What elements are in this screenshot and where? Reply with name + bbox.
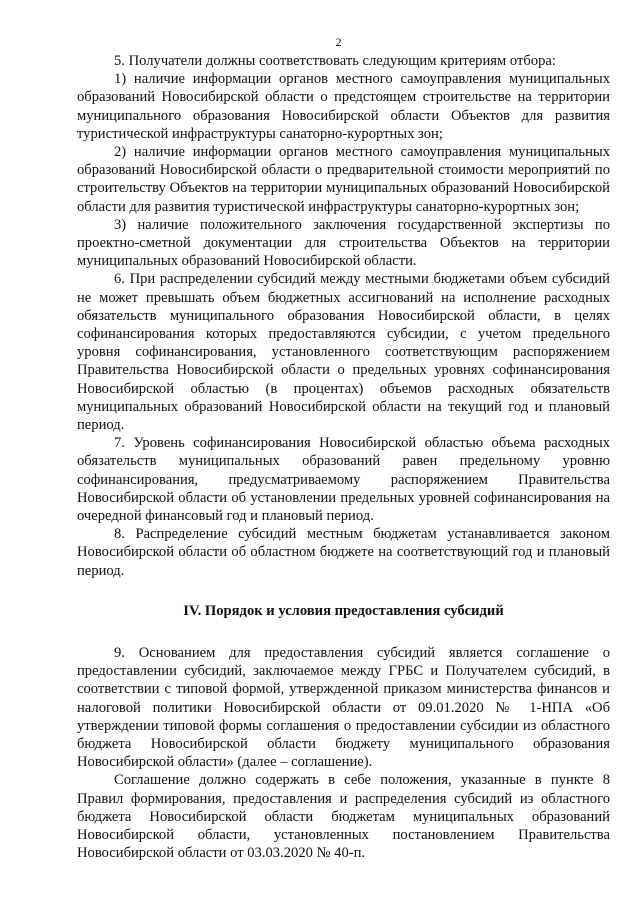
section-heading: IV. Порядок и условия предоставления субсидий [183, 602, 504, 619]
paragraph-criteria-intro: 5. Получатели должны соответствовать следующим критериям отбора: [114, 53, 556, 69]
paragraph-7: 7. Уровень софинансирования Новосибирской областью объема расходных обязательств муниципальных образований равен предельному уровню софинансирования, предусматриваемому распоряжением Правительства Новосибирской области об установлении предельных уровней софинансирования на очередной финансовый год и плановый период. [77, 435, 610, 525]
paragraph-9: 9. Основанием для предоставления субсидий является соглашение о предоставлении субсидий, заключаемое между ГРБС и Получателем субсидий, в соответствии с типовой формой, утвержденной приказом министерства финансов и налоговой политики Новосибирской области от 09.01.2020 № 1-НПА «Об утверждении типовой формы соглашения о предоставлении субсидии из областного бюджета Новосибирской области бюджету муниципального образования Новосибирской области» (далее – соглашение). [77, 644, 610, 771]
page-number: 2 [335, 35, 342, 49]
paragraph-agreement-content: Соглашение должно содержать в себе положения, указанные в пункте 8 Правил формирования, предоставления и распределения субсидий из областного бюджета Новосибирской области бюджетам муниципальных образований Новосибирской области, установленных постановлением Правительства Новосибирской области от 03.03.2020 № 40-п. [77, 772, 610, 862]
paragraph-8: 8. Распределение субсидий местным бюджетам устанавливается законом Новосибирской области об областном бюджете на соответствующий год и плановый период. [77, 526, 610, 579]
document-page [77, 34, 610, 862]
paragraph-criterion-2: 2) наличие информации органов местного самоуправления муниципальных образований Новосибирской области о предварительной стоимости мероприятий по строительству Объектов на территории муниципальных образований Новосибирской области для развития туристической инфраструктуры санаторно-курортных зон; [77, 144, 610, 215]
paragraph-6: 6. При распределении субсидий между местными бюджетами объем субсидий не может превышать объем бюджетных ассигнований на исполнение расходных обязательств муниципального образования Новосибирской области, в целях софинансирования которых предоставляются субсидии, с учетом предельного уровня софинансирования, установленного соответствующим распоряжением Правительства Новосибирской области о предельных уровнях софинансирования Новосибирской областью (в процентах) объемов расходных обязательств муниципальных образований Новосибирской области на текущий год и плановый период. [77, 271, 610, 434]
paragraph-criterion-1: 1) наличие информации органов местного самоуправления муниципальных образований Новосибирской области о предстоящем строительстве на территории муниципального образования Новосибирской области Объектов для развития туристической инфраструктуры санаторно-курортных зон; [77, 71, 610, 142]
paragraph-criterion-3: 3) наличие положительного заключения государственной экспертизы по проектно-сметной документации для строительства Объектов на территории муниципальных образований Новосибирской области. [77, 216, 610, 270]
